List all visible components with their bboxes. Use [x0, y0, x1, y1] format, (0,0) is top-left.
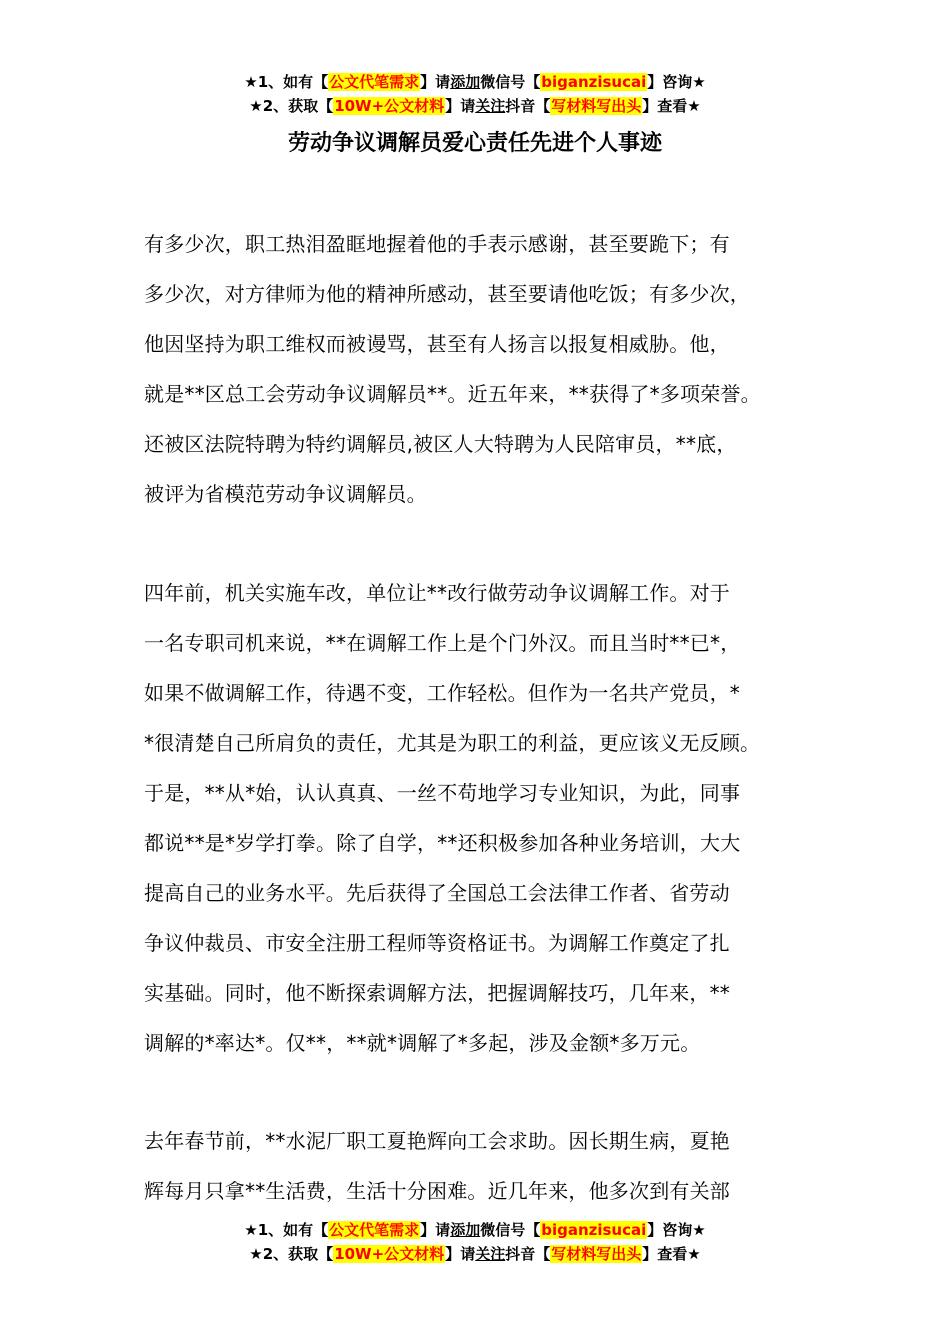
promo-text: ★1、如有【: [244, 73, 329, 91]
paragraph-line: 辉每月只拿**生活费，生活十分困难。近几年来，他多次到有关部: [144, 1179, 730, 1203]
paragraph-2: [144, 568, 814, 1068]
promo-underlined-text: 关注: [475, 97, 506, 115]
promo-douyin-id: 写材料写出头: [551, 1245, 642, 1263]
paragraph-line: 于是，**从*始，认认真真、一丝不苟地学习专业知识，为此，同事: [144, 781, 741, 805]
document-title: 劳动争议调解员爱心责任先进个人事迹: [287, 131, 662, 156]
paragraph-1: [144, 219, 814, 519]
promo-banner-bottom: [0, 1218, 950, 1266]
promo-highlight: 10W+公文材料: [334, 1245, 445, 1263]
paragraph-line: 还被区法院特聘为特约调解员,被区人大特聘为人民陪审员，**底，: [144, 432, 737, 456]
paragraph-3: [144, 1116, 814, 1216]
promo-text: 】查看★: [642, 1245, 701, 1263]
promo-text: 抖音【: [505, 97, 551, 115]
promo-text: ★2、获取【: [249, 1245, 334, 1263]
paragraph-line: 多少次，对方律师为他的精神所感动，甚至要请他吃饭；有多少次，: [144, 282, 750, 306]
promo-underlined-text: 添加: [450, 1221, 481, 1239]
promo-text: ★1、如有【: [244, 1221, 329, 1239]
promo-underlined-text: 添加: [450, 73, 481, 91]
paragraph-line: 如果不做调解工作，待遇不变，工作轻松。但作为一名共产党员，*: [144, 681, 740, 705]
paragraph-line: 四年前，机关实施车改，单位让**改行做劳动争议调解工作。对于: [144, 581, 730, 605]
promo-text: 】请: [445, 97, 476, 115]
promo-text: 】请: [420, 73, 451, 91]
promo-line-2: [0, 1242, 950, 1266]
paragraph-line: 他因坚持为职工维权而被谩骂，甚至有人扬言以报复相威胁。他，: [144, 332, 730, 356]
paragraph-line: 一名专职司机来说，**在调解工作上是个门外汉。而且当时**已*，: [144, 631, 741, 655]
promo-banner-top: [0, 70, 950, 118]
promo-text: 】请: [445, 1245, 476, 1263]
promo-highlight: 10W+公文材料: [334, 97, 445, 115]
promo-wechat-id: biganzisucai: [541, 1221, 647, 1239]
paragraph-line: 实基础。同时，他不断探索调解方法，把握调解技巧，几年来，**: [144, 981, 730, 1005]
paragraph-line: 都说**是*岁学打拳。除了自学，**还积极参加各种业务培训，大大: [144, 831, 741, 855]
promo-douyin-id: 写材料写出头: [551, 97, 642, 115]
paragraph-line: 调解的*率达*。仅**，**就*调解了*多起，涉及金额*多万元。: [144, 1031, 701, 1055]
promo-line-1: [0, 1218, 950, 1242]
paragraph-line: 争议仲裁员、市安全注册工程师等资格证书。为调解工作奠定了扎: [144, 931, 730, 955]
promo-highlight: 公文代笔需求: [329, 73, 420, 91]
paragraph-line: 去年春节前，**水泥厂职工夏艳辉向工会求助。因长期生病，夏艳: [144, 1129, 730, 1153]
promo-text: 】查看★: [642, 97, 701, 115]
promo-text: 】请: [420, 1221, 451, 1239]
promo-text: 】咨询★: [647, 73, 706, 91]
paragraph-line: 被评为省模范劳动争议调解员。: [144, 482, 427, 506]
paragraph-line: 就是**区总工会劳动争议调解员**。近五年来，**获得了*多项荣誉。: [144, 382, 761, 406]
promo-text: 】咨询★: [647, 1221, 706, 1239]
promo-wechat-id: biganzisucai: [541, 73, 647, 91]
paragraph-line: 提高自己的业务水平。先后获得了全国总工会法律工作者、省劳动: [144, 881, 730, 905]
promo-text: 微信号【: [480, 73, 541, 91]
promo-line-1: [0, 70, 950, 94]
promo-highlight: 公文代笔需求: [329, 1221, 420, 1239]
paragraph-line: *很清楚自己所肩负的责任，尤其是为职工的利益，更应该义无反顾。: [144, 731, 761, 755]
promo-text: 微信号【: [480, 1221, 541, 1239]
promo-underlined-text: 关注: [475, 1245, 506, 1263]
promo-text: 抖音【: [505, 1245, 551, 1263]
promo-line-2: [0, 94, 950, 118]
promo-text: ★2、获取【: [249, 97, 334, 115]
paragraph-line: 有多少次，职工热泪盈眶地握着他的手表示感谢，甚至要跪下；有: [144, 232, 730, 256]
